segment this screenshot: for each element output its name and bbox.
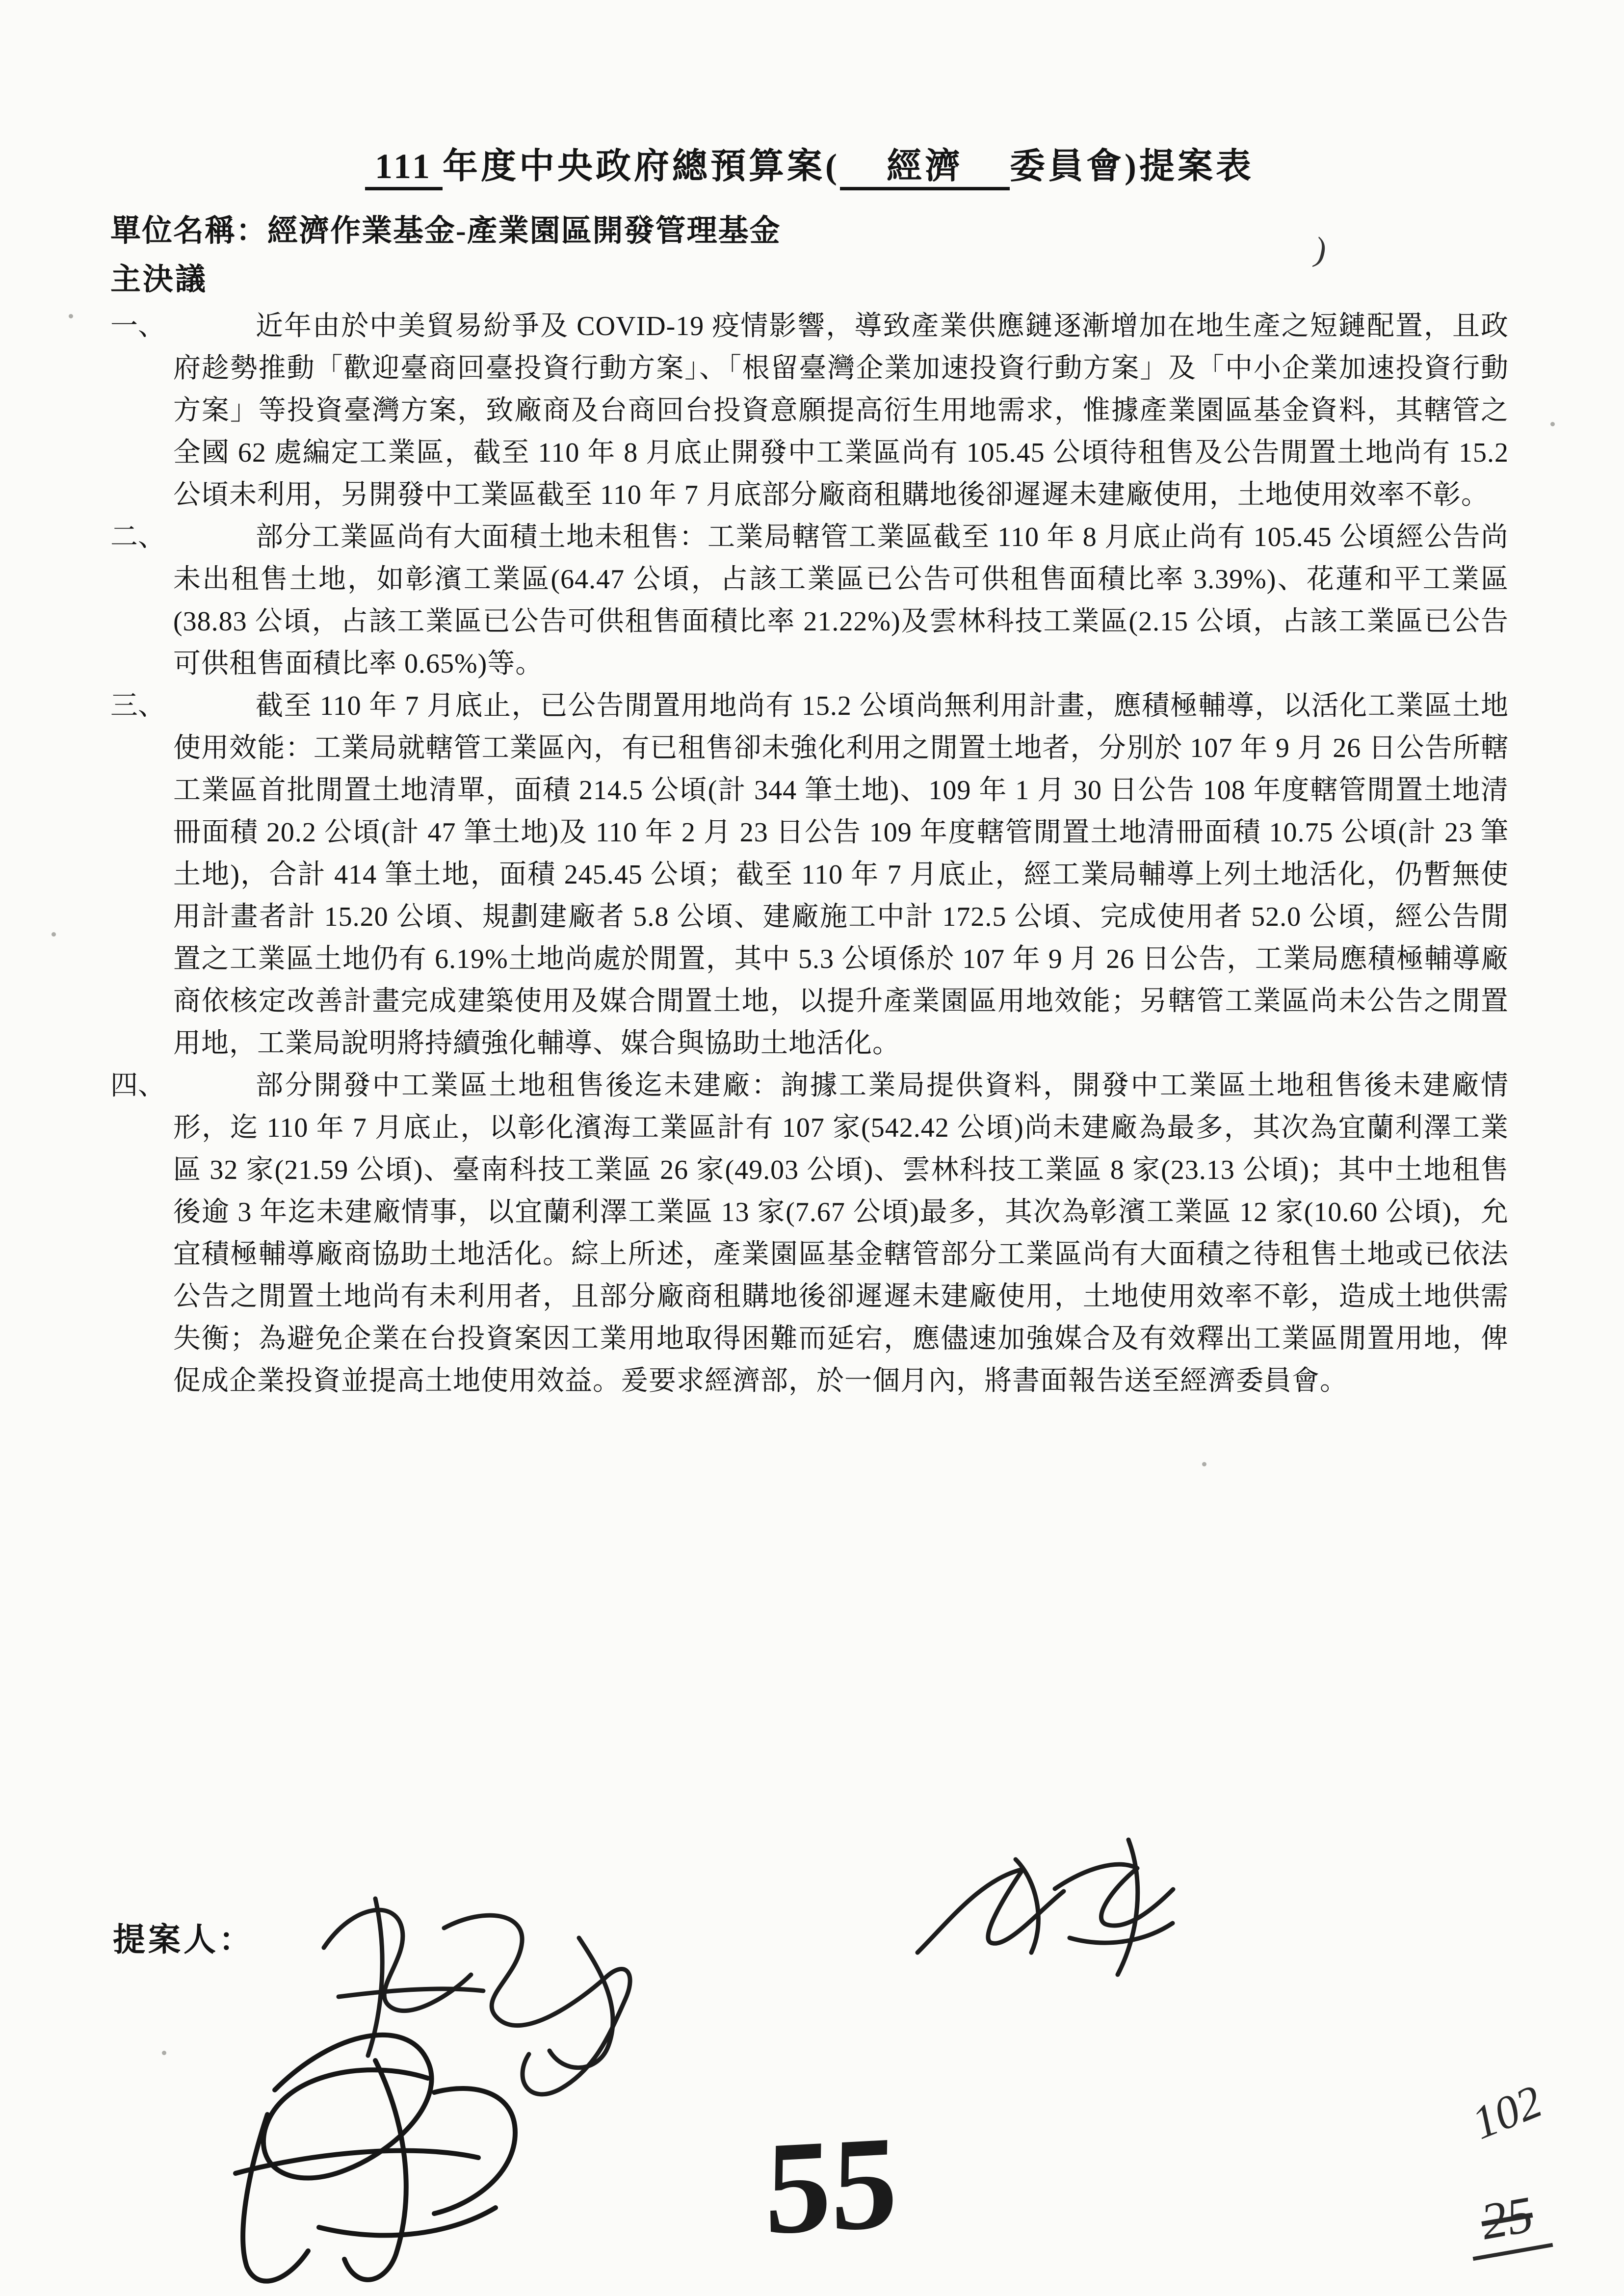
handwritten-corner-note-upper: 102: [1465, 2075, 1549, 2149]
scan-speck: [52, 932, 56, 937]
signature-1-handwriting: [324, 1899, 630, 2094]
resolution-text: 部分開發中工業區土地租售後迄未建廠：詢據工業局提供資料，開發中工業區土地租售後未建廠情形，迄 110 年 7 月底止，以彰化濱海工業區計有 107 家(542.42 公頃)尚未建廠為最多，其次為宜蘭利澤工業區 32 家(21.59 公頃)、臺南科技工業區 26 家(49.03 公頃)、雲林科技工業區 8 家(23.13 公頃)；其中土地租售後逾 3 年迄未建廠情事，以宜蘭利澤工業區 13 家(7.67 公頃)最多，其次為彰濱工業區 12 家(10.60 公頃)，允宜積極輔導廠商協助土地活化。綜上所述，產業園區基金轄管部分工業區尚有大面積之待租售土地或已依法公告之閒置土地尚有未利用者，且部分廠商租購地後卻遲遲未建廠使用，土地使用效率不彰，造成土地供需失衡；為避免企業在台投資案因工業用地取得困難而延宕，應儘速加強媒合及有效釋出工業區閒置用地，俾促成企業投資並提高土地使用效益。爰要求經濟部，於一個月內，將書面報告送至經濟委員會。: [173, 1070, 1509, 1396]
scan-speck: [1550, 422, 1555, 426]
title-mid-text: 年度中央政府總預算案(: [443, 147, 840, 186]
resolution-number: 二、: [110, 522, 165, 552]
resolution-item-1: [110, 305, 1509, 516]
resolution-number: 一、: [110, 311, 165, 341]
document-title: [110, 137, 1509, 188]
proposer-label: 提案人：: [113, 1922, 254, 1958]
scan-speck: [1202, 1462, 1206, 1466]
resolution-number: 四、: [110, 1070, 165, 1101]
unit-name-line: 單位名稱：經濟作業基金-產業園區開發管理基金: [110, 214, 781, 248]
resolution-text: 近年由於中美貿易紛爭及 COVID-19 疫情影響，導致產業供應鏈逐漸增加在地生產之短鏈配置，且政府趁勢推動「歡迎臺商回臺投資行動方案」、「根留臺灣企業加速投資行動方案」及「中小企業加速投資行動方案」等投資臺灣方案，致廠商及台商回台投資意願提高衍生用地需求，惟據產業園區基金資料，其轄管之全國 62 處編定工業區，截至 110 年 8 月底止開發中工業區尚有 105.45 公頃待租售及公告閒置土地尚有 15.2 公頃未利用，另開發中工業區截至 110 年 7 月底部分廠商租購地後卻遲遲未建廠使用，土地使用效率不彰。: [173, 311, 1509, 510]
resolution-item-4: [110, 1065, 1509, 1402]
resolution-item-3: [110, 685, 1509, 1065]
resolution-item-2: [110, 516, 1509, 685]
title-year-underlined: 111: [365, 147, 443, 190]
document-content: [110, 137, 1509, 1402]
signature-2-handwriting: [917, 1840, 1173, 1975]
scan-speck: [162, 2051, 166, 2055]
resolution-text: 部分工業區尚有大面積土地未租售：工業局轄管工業區截至 110 年 8 月底止尚有 105.45 公頃經公告尚未出租售土地，如彰濱工業區(64.47 公頃，占該工業區已公告可供租售面積比率 3.39%)、花蓮和平工業區(38.83 公頃，占該工業區已公告可供租售面積比率 21.22%)及雲林科技工業區(2.15 公頃，占該工業區已公告可供租售面積比率 0.65%)等。: [173, 522, 1509, 679]
handwritten-page-number: 55: [764, 2108, 899, 2263]
scan-artifact-mark: ): [1311, 230, 1331, 270]
handwritten-corner-note-crossed-out: 25: [1462, 2182, 1553, 2261]
title-tail-text: 委員會)提案表: [1010, 147, 1255, 186]
resolution-number: 三、: [110, 691, 165, 721]
scan-speck: [69, 314, 73, 318]
resolution-text: 截至 110 年 7 月底止，已公告閒置用地尚有 15.2 公頃尚無利用計畫，應積極輔導，以活化工業區土地使用效能：工業局就轄管工業區內，有已租售卻未強化利用之閒置土地者，分別於 107 年 9 月 26 日公告所轄工業區首批閒置土地清單，面積 214.5 公頃(計 344 筆土地)、109 年 1 月 30 日公告 108 年度轄管閒置土地清冊面積 20.2 公頃(計 47 筆土地)及 110 年 2 月 23 日公告 109 年度轄管閒置土地清冊面積 10.75 公頃(計 23 筆土地)，合計 414 筆土地，面積 245.45 公頃；截至 110 年 7 月底止，經工業局輔導上列土地活化，仍暫無使用計畫者計 15.20 公頃、規劃建廠者 5.8 公頃、建廠施工中計 172.5 公頃、完成使用者 52.0 公頃，經公告閒置之工業區土地仍有 6.19%土地尚處於閒置，其中 5.3 公頃係於 107 年 9 月 26 日公告，工業局應積極輔導廠商依核定改善計畫完成建築使用及媒合閒置土地，以提升產業園區用地效能；另轄管工業區尚未公告之閒置用地，工業局說明將持續強化輔導、媒合與協助土地活化。: [173, 691, 1509, 1059]
committee-blank-underlined: 經濟: [840, 147, 1010, 190]
main-resolution-heading: 主決議: [110, 263, 208, 296]
signature-3-handwriting: [236, 2035, 515, 2281]
